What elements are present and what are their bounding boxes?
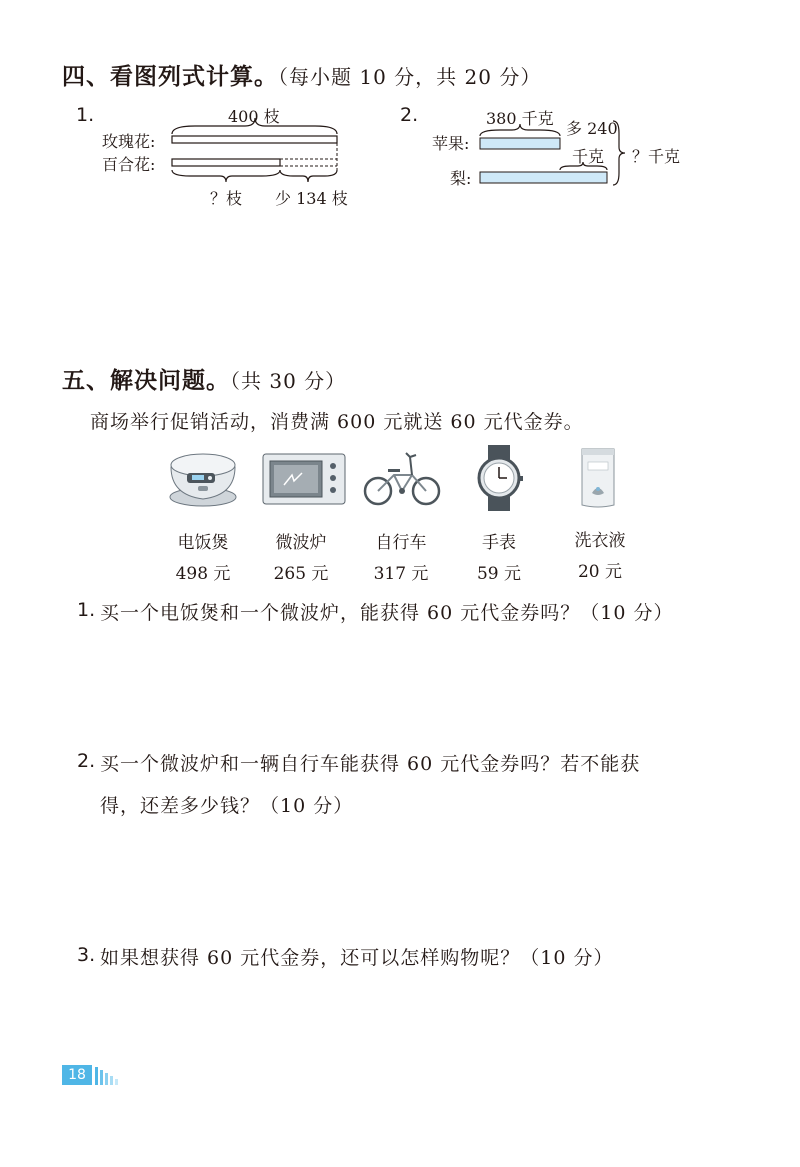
s5-q3-text: 如果想获得 60 元代金券，还可以怎样购物呢？（10 分）: [100, 947, 614, 969]
bicycle-icon: [362, 447, 442, 509]
s4-q1-number: 1.: [76, 104, 95, 126]
s4-q1-rose-bar: [172, 136, 337, 143]
product-rice-cooker: [153, 528, 253, 584]
section4-score: （每小题 10 分，共 20 分）: [278, 65, 542, 89]
page-bars-decoration: [94, 1067, 124, 1085]
product-name: 电饭煲: [177, 533, 229, 553]
s4-q2-more-label: 多 240: [566, 119, 618, 138]
s4-q1-lily-bar: [172, 159, 280, 166]
s4-q1-top-brace: [172, 118, 337, 134]
s4-q2-more-unit: 千克: [572, 147, 605, 166]
watch-icon: [474, 445, 524, 511]
section4-heading: [62, 58, 541, 91]
s5-intro: 商场举行促销活动，消费满 600 元就送 60 元代金券。: [90, 411, 584, 433]
s4-q1-diagram: [165, 110, 365, 200]
s4-q2-top-brace: [480, 124, 560, 136]
product-microwave: [251, 528, 351, 584]
section5-title: 五、解决问题。: [62, 368, 230, 394]
s5-q2-text-line1: 买一个微波炉和一辆自行车能获得 60 元代金券吗？若不能获: [100, 753, 641, 775]
s5-q2-text-line2: 得，还差多少钱？（10 分）: [100, 795, 354, 817]
s4-q1-total-label: 400 枝: [228, 107, 280, 126]
product-watch: [449, 528, 549, 584]
page-number: 18: [62, 1065, 92, 1085]
product-name: 洗衣液: [574, 531, 626, 551]
section5-score: （共 30 分）: [230, 369, 347, 393]
s5-q3-number: 3.: [77, 944, 96, 966]
s4-q1-rose-label: 玫瑰花:: [102, 132, 156, 151]
product-price: 20 元: [577, 562, 623, 582]
s4-q1-unknown-label: ？枝: [210, 189, 243, 208]
s5-q1-text: 买一个电饭煲和一个微波炉，能获得 60 元代金券吗？（10 分）: [100, 602, 674, 624]
section4-title: 四、看图列式计算。: [62, 64, 278, 90]
product-bicycle: [351, 528, 451, 584]
s4-q1-bottom-brace-right: [280, 170, 337, 182]
section5-heading: [62, 362, 346, 395]
s4-q2-pear-label: 梨:: [450, 169, 472, 188]
rice-cooker-icon: [165, 447, 241, 509]
product-name: 手表: [482, 533, 516, 553]
s4-q2-total-brace: [613, 121, 625, 185]
s4-q2-total-label: ？千克: [632, 147, 681, 166]
product-price: 498 元: [175, 564, 231, 584]
s5-q1-number: 1.: [77, 599, 96, 621]
product-price: 59 元: [476, 564, 522, 584]
s5-q2-number: 2.: [77, 750, 96, 772]
s4-q2-pear-bar: [480, 172, 607, 183]
s4-q2-apple-amount: 380 千克: [486, 109, 554, 128]
microwave-icon: [262, 453, 346, 507]
s4-q1-bottom-brace-left: [172, 170, 280, 182]
product-name: 微波炉: [275, 533, 327, 553]
product-name: 自行车: [375, 533, 427, 553]
s4-q1-lily-label: 百合花:: [102, 155, 156, 174]
product-price: 317 元: [373, 564, 429, 584]
s4-q2-more-brace: [560, 162, 607, 170]
s4-q1-less-label: 少 134 枝: [275, 189, 348, 208]
product-detergent: [550, 526, 650, 582]
s4-q2-apple-bar: [480, 138, 560, 149]
product-price: 265 元: [273, 564, 329, 584]
s4-q2-number: 2.: [400, 104, 419, 126]
detergent-icon: [578, 445, 618, 509]
s4-q2-apple-label: 苹果:: [432, 134, 470, 153]
s4-q2-diagram: [470, 115, 630, 190]
